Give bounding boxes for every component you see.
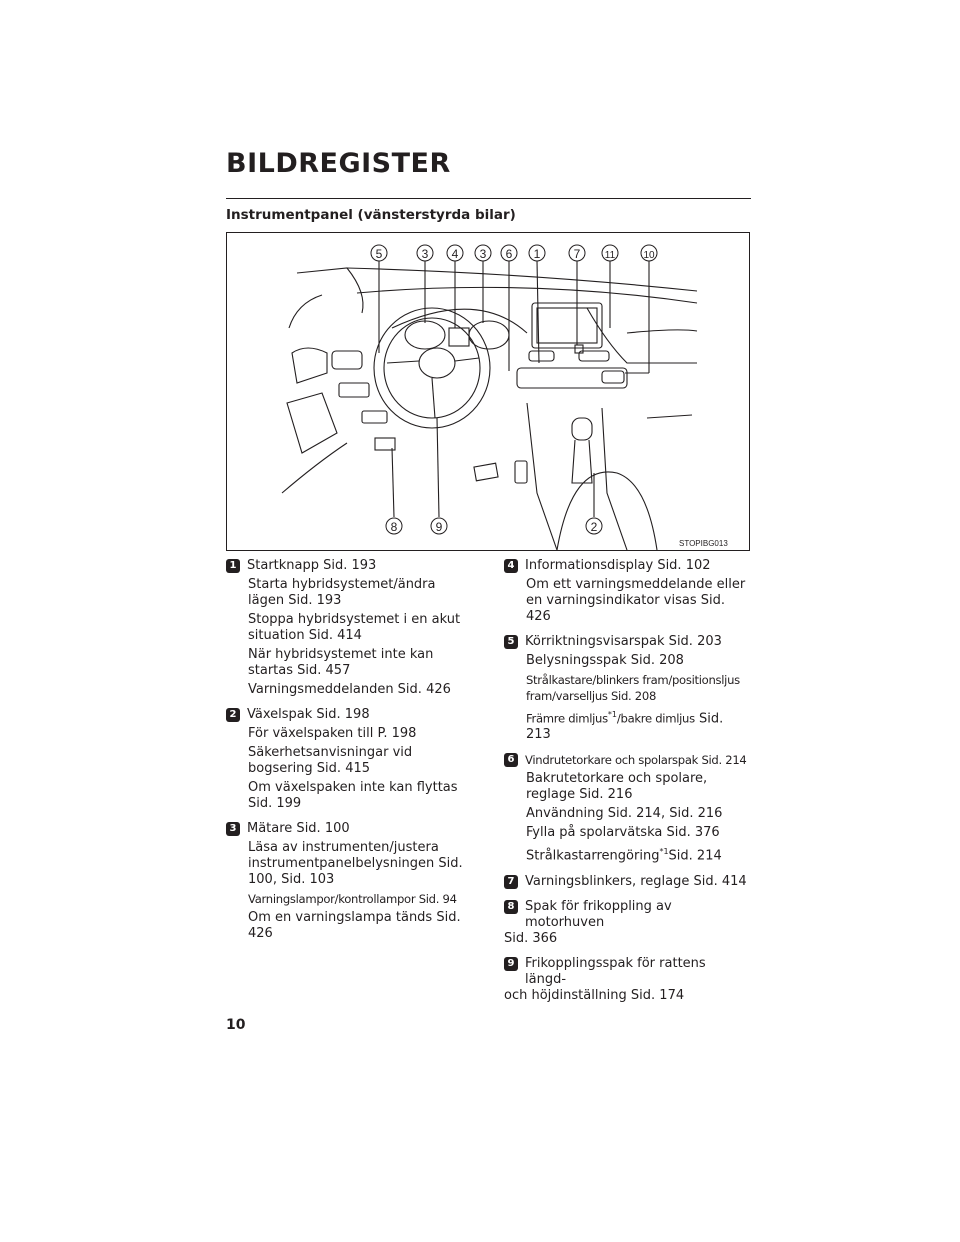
index-entry-6 (504, 752, 750, 864)
item-number-badge: 9 (504, 957, 518, 971)
callout-1: 1 (533, 247, 541, 261)
entry-head: Växelspak Sid. 198 (247, 707, 370, 722)
entry-sub: Belysningsspak Sid. 208 (526, 653, 684, 668)
index-entry-5 (504, 634, 750, 743)
title-rule (226, 198, 751, 199)
entry-continuation: och höjdinställning Sid. 174 (504, 987, 685, 1003)
item-number-badge: 6 (504, 753, 518, 767)
entry-sub-fog (504, 707, 750, 743)
section-title: BILDREGISTER (226, 148, 451, 179)
index-entry-3 (226, 821, 472, 942)
callout-2: 2 (590, 520, 598, 534)
index-entry-1 (226, 558, 472, 698)
entry-sub: Varningsmeddelanden Sid. 426 (248, 682, 451, 697)
entry-sub: Användning Sid. 214, Sid. 216 (526, 806, 723, 822)
entry-sub: Läsa av instrumenten/justera instrumentpanelbelysningen Sid. 100, Sid. 103 (248, 840, 463, 887)
footnote-mark: *1 (659, 847, 669, 857)
entry-sub: Varningslampor/kontrollampor Sid. 94 (248, 892, 457, 906)
entry-sub: Om en varningslampa tänds Sid. 426 (248, 910, 461, 941)
entry-sub: Om växelspaken inte kan flyttas Sid. 199 (248, 780, 458, 811)
entry-head: Varningsblinkers, reglage Sid. 414 (525, 873, 747, 889)
item-number-badge: 8 (504, 900, 518, 914)
callout-8: 8 (390, 520, 398, 534)
page-ref: Sid. 214 (668, 848, 722, 864)
dashboard-drawing (227, 233, 749, 550)
callout-4: 4 (451, 247, 459, 261)
rear-fog-label: /bakre dimljus (616, 711, 695, 726)
index-entry-9 (504, 956, 750, 1004)
page-ref: Sid. 213 (526, 711, 724, 743)
entry-sub: Säkerhetsanvisningar vid bogsering Sid. 415 (248, 745, 413, 776)
item-number-badge: 5 (504, 635, 518, 649)
index-entry-2 (226, 707, 472, 812)
entry-head: Informationsdisplay Sid. 102 (525, 558, 711, 573)
callout-3: 3 (479, 247, 487, 261)
entry-head: Mätare Sid. 100 (247, 821, 350, 836)
lamp-cleaner-label: Strålkastarrengöring (526, 848, 660, 864)
figure-code: STOPIBG013 (679, 539, 728, 548)
entry-head: Vindrutetorkare och spolarspak Sid. 214 (525, 753, 747, 768)
entry-head: Frikopplingsspak för rattens längd- (525, 955, 706, 987)
item-number-badge: 2 (226, 708, 240, 722)
entry-head: Spak för frikoppling av motorhuven (525, 898, 672, 930)
item-number-badge: 4 (504, 559, 518, 573)
index-column-right (504, 558, 750, 1013)
item-number-badge: 3 (226, 822, 240, 836)
page-number: 10 (226, 1017, 246, 1033)
entry-continuation: Sid. 366 (504, 930, 558, 946)
entry-sub: Strålkastare/blinkers fram/positionsljus fram/varselljus Sid. 208 (526, 673, 740, 703)
index-column-left (226, 558, 472, 951)
entry-sub: Bakrutetorkare och spolare, reglage Sid. 216 (526, 771, 708, 803)
callout-6: 6 (505, 247, 513, 261)
callout-9: 9 (435, 520, 443, 534)
index-entry-8 (504, 899, 750, 947)
callout-5: 5 (375, 247, 383, 261)
fog-light-label: Främre dimljus (526, 711, 608, 726)
entry-sub: Om ett varningsmeddelande eller en varningsindikator visas Sid. 426 (526, 577, 746, 624)
callout-11: 11 (604, 250, 616, 261)
entry-sub: Starta hybridsystemet/ändra lägen Sid. 193 (248, 577, 436, 608)
item-number-badge: 7 (504, 875, 518, 889)
entry-sub: Stoppa hybridsystemet i en akut situation Sid. 414 (248, 612, 461, 643)
callout-10: 10 (643, 250, 655, 261)
footnote-mark: *1 (607, 710, 617, 719)
item-number-badge: 1 (226, 559, 240, 573)
index-entry-7 (504, 874, 750, 890)
entry-sub: För växelspaken till P. 198 (248, 726, 417, 741)
entry-sub-lamp (504, 844, 750, 864)
dashboard-illustration (226, 232, 750, 551)
index-entry-4 (504, 558, 750, 625)
callout-7: 7 (573, 247, 581, 261)
entry-sub: Fylla på spolarvätska Sid. 376 (526, 825, 720, 841)
entry-sub: När hybridsystemet inte kan startas Sid. 457 (248, 647, 434, 678)
figure-heading: Instrumentpanel (vänsterstyrda bilar) (226, 207, 516, 223)
entry-head: Startknapp Sid. 193 (247, 558, 377, 573)
entry-head: Körriktningsvisarspak Sid. 203 (525, 634, 722, 649)
callout-3: 3 (421, 247, 429, 261)
